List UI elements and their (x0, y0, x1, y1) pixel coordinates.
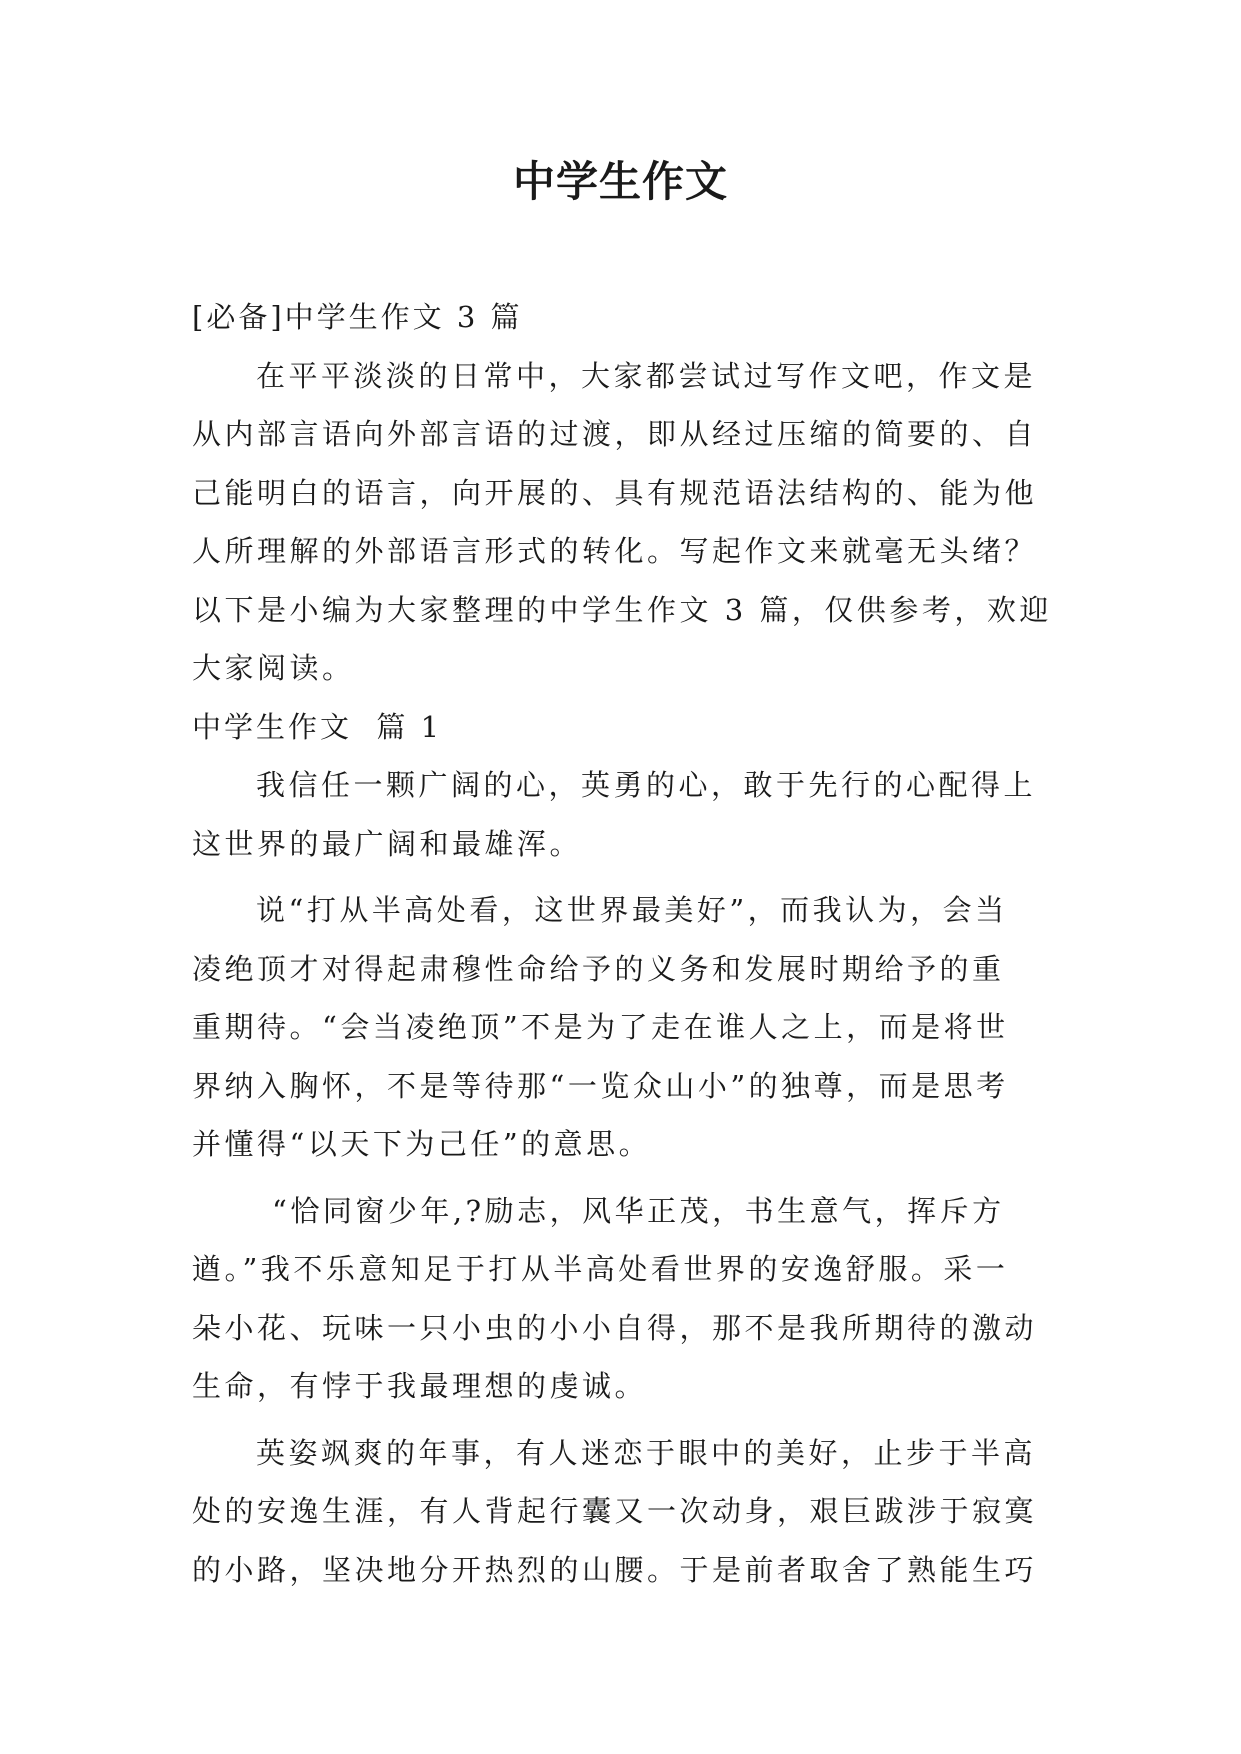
text-line: 这世界的最广阔和最雄浑。 (192, 826, 583, 861)
text-line: 大家阅读。 (192, 651, 355, 685)
document-subtitle: [必备]中学生作文 3 篇 (192, 300, 523, 334)
text-line: 说“打从半高处看，这世界最美好”，而我认为，会当 (256, 893, 1008, 927)
text-line: 从内部言语向外部言语的过渡，即从经过压缩的简要的、自 (192, 417, 1038, 451)
text-line: 处的安逸生涯，有人背起行囊又一次动身，艰巨跋涉于寂寞 (192, 1494, 1038, 1528)
paragraph-1 (192, 756, 1072, 873)
text-line: 我信任一颗广阔的心，英勇的心，敢于先行的心配得上 (256, 768, 1037, 802)
text-line: 生命，有悖于我最理想的虔诚。 (192, 1369, 648, 1403)
paragraph-2 (192, 881, 1072, 1174)
intro-paragraph (192, 347, 1072, 698)
text-line: 的小路，坚决地分开热烈的山腰。于是前者取舍了熟能生巧 (192, 1552, 1038, 1587)
text-line: 遒。”我不乐意知足于打从半高处看世界的安逸舒服。采一 (192, 1252, 1009, 1286)
section-heading: 中学生作文 篇 1 (192, 709, 443, 744)
text-line: 界纳入胸怀，不是等待那“一览众山小”的独尊，而是思考 (192, 1068, 1009, 1103)
text-line: 重期待。“会当凌绝顶”不是为了走在谁人之上，而是将世 (192, 1010, 1009, 1044)
text-line: 己能明白的语言，向开展的、具有规范语法结构的、能为他 (192, 475, 1038, 510)
text-line: 并懂得“以天下为己任”的意思。 (192, 1127, 652, 1161)
text-line: 在平平淡淡的日常中，大家都尝试过写作文吧，作文是 (256, 358, 1037, 393)
paragraph-4 (192, 1424, 1072, 1600)
text-line: 朵小花、玩味一只小虫的小小自得，那不是我所期待的激动 (192, 1310, 1038, 1345)
text-line: 英姿飒爽的年事，有人迷恋于眼中的美好，止步于半高 (256, 1435, 1037, 1470)
text-line: 人所理解的外部语言形式的转化。写起作文来就毫无头绪？ (192, 534, 1038, 568)
text-line: 凌绝顶才对得起肃穆性命给予的义务和发展时期给予的重 (192, 951, 1005, 986)
document-body (192, 288, 1072, 1599)
document-title: 中学生作文 (512, 157, 728, 206)
text-line: 以下是小编为大家整理的中学生作文 3 篇，仅供参考，欢迎 (192, 592, 1052, 627)
text-line: “恰同窗少年,?励志，风华正茂，书生意气，挥斥方 (272, 1193, 1005, 1228)
paragraph-3 (192, 1182, 1072, 1416)
